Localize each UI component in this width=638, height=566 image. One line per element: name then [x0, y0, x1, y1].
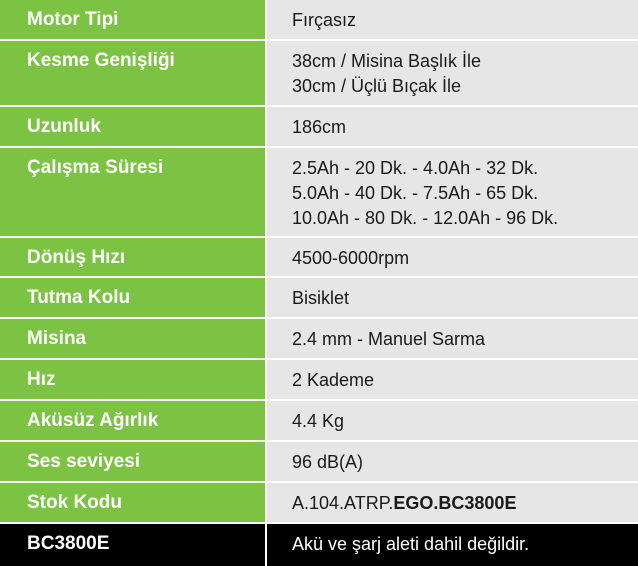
spec-value-line: 96 dB(A): [292, 452, 364, 473]
footer-row: [0, 524, 638, 566]
spec-row-noise-level: [0, 442, 638, 483]
spec-value: [265, 148, 638, 236]
spec-value-line: 5.0Ah - 40 Dk. - 7.5Ah - 65 Dk.: [292, 182, 539, 203]
spec-value-line: 2.5Ah - 20 Dk. - 4.0Ah - 32 Dk.: [292, 157, 539, 178]
spec-row-weight: [0, 401, 638, 442]
spec-value-line: 4.4 Kg: [292, 411, 345, 432]
spec-value: [265, 278, 638, 317]
spec-label: Stok Kodu: [0, 483, 265, 522]
spec-value-line: 186cm: [292, 116, 347, 137]
spec-value-line: 30cm / Üçlü Bıçak İle: [292, 75, 462, 96]
spec-value-line: 4500-6000rpm: [292, 247, 410, 268]
spec-value: [265, 238, 638, 277]
spec-label: Aküsüz Ağırlık: [0, 401, 265, 440]
spec-value: [265, 483, 638, 522]
spec-label: Çalışma Süresi: [0, 148, 265, 236]
spec-row-handle: [0, 278, 638, 319]
spec-row-cutting-width: [0, 41, 638, 107]
spec-label: Kesme Genişliği: [0, 41, 265, 105]
spec-value: [265, 442, 638, 481]
spec-label: Hız: [0, 360, 265, 399]
spec-label: Motor Tipi: [0, 0, 265, 39]
spec-row-rotation-speed: [0, 238, 638, 279]
spec-value-line: 2 Kademe: [292, 370, 375, 391]
spec-value: [265, 319, 638, 358]
spec-value: [265, 41, 638, 105]
spec-row-length: [0, 107, 638, 148]
spec-value: [265, 107, 638, 146]
spec-value: [265, 360, 638, 399]
spec-value-line: 2.4 mm - Manuel Sarma: [292, 329, 486, 350]
spec-value: [265, 401, 638, 440]
footer-note: [265, 524, 638, 566]
spec-label: Tutma Kolu: [0, 278, 265, 317]
spec-row-stock-code: [0, 483, 638, 524]
stock-code-prefix: A.104.ATRP.: [292, 493, 394, 514]
spec-label: Uzunluk: [0, 107, 265, 146]
spec-value-line: 38cm / Misina Başlık İle: [292, 50, 482, 71]
spec-value: [265, 0, 638, 39]
spec-row-speed: [0, 360, 638, 401]
footer-note-text: Akü ve şarj aleti dahil değildir.: [292, 534, 530, 555]
spec-row-line: [0, 319, 638, 360]
spec-value-line: Bisiklet: [292, 288, 350, 309]
spec-value-line: 10.0Ah - 80 Dk. - 12.0Ah - 96 Dk.: [292, 207, 559, 228]
spec-row-motor-type: [0, 0, 638, 41]
stock-code-model: EGO.BC3800E: [393, 493, 517, 514]
spec-value-line: Fırçasız: [292, 10, 357, 30]
spec-label: Misina: [0, 319, 265, 358]
stock-code-value: [292, 491, 638, 516]
spec-label: Dönüş Hızı: [0, 238, 265, 277]
spec-label: Ses seviyesi: [0, 442, 265, 481]
spec-row-run-time: [0, 148, 638, 238]
model-code: BC3800E: [0, 524, 265, 566]
